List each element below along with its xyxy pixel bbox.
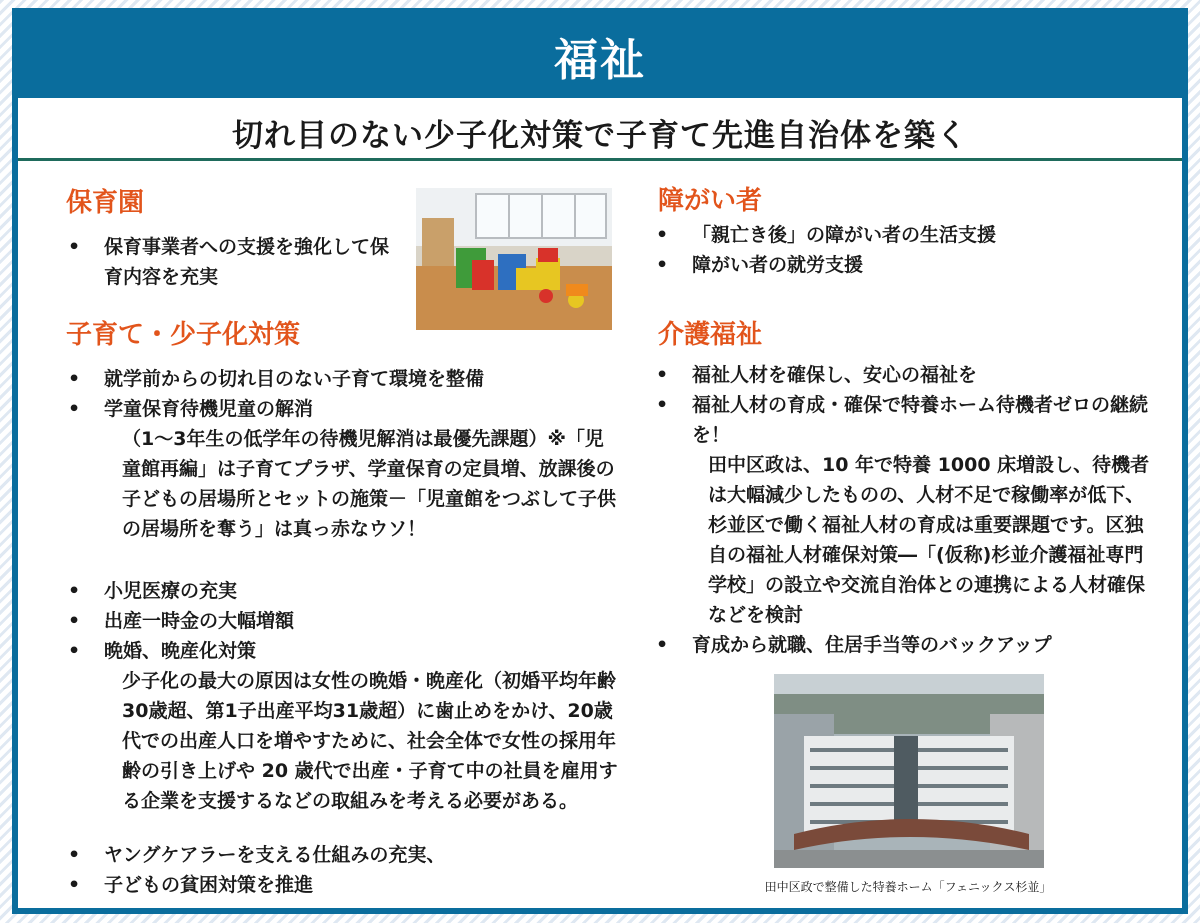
list-item: • 障がい者の就労支援 (654, 250, 1154, 280)
welfare-panel (12, 8, 1188, 914)
childcare-note-late-marriage: 少子化の最大の原因は女性の晩婚・晩産化（初婚平均年齢30歳超、第1子出産平均31歳超）に歯止めをかけ、20歳代での出産人口を増やすために、社会全体で女性の採用年齢の引き上げや 20 歳代で出産・子育て中の社員を雇用する企業を支援するなどの取組みを考える必要がある。 (122, 670, 618, 812)
care-list-2 (654, 630, 1164, 660)
nursery-list (66, 232, 406, 292)
subtitle: 切れ目のない少子化対策で子育て先進自治体を築く (232, 118, 968, 154)
heading-nursery: 保育園 (66, 188, 145, 218)
list-item: • 育成から就職、住居手当等のバックアップ (654, 630, 1164, 660)
childcare-note-afterschool: （1～3年生の低学年の待機児解消は最優先課題）※「児童館再編」は子育てプラザ、学童保育の定員増、放課後の子どもの居場所とセットの施策－「児童館をつぶして子供の居場所を奪う」は真っ赤なウソ！ (122, 428, 617, 540)
list-item: • 晩婚、晩産化対策 (66, 636, 646, 666)
list-item: • 保育事業者への支援を強化して保育内容を充実 (66, 232, 406, 292)
heading-childcare: 子育て・少子化対策 (66, 320, 301, 350)
list-item: • 子どもの貧困対策を推進 (66, 870, 646, 900)
list-item: • 福祉人材の育成・確保で特養ホーム待機者ゼロの継続を！ (654, 390, 1164, 450)
care-list (654, 360, 1164, 450)
photo-caption: 田中区政で整備した特養ホーム「フェニックス杉並」 (764, 880, 1052, 894)
heading-disability: 障がい者 (658, 186, 763, 216)
nursing-home-photo (774, 674, 1044, 868)
page-title: 福祉 (554, 35, 646, 86)
childcare-list (66, 364, 646, 424)
care-note: 田中区政は、10 年で特養 1000 床増設し、待機者は大幅減少したものの、人材不足で稼働率が低下、杉並区で働く福祉人材の育成は重要課題です。区独自の福祉人材確保対策―「(仮称)杉並介護福祉専門学校」の設立や交流自治体との連携による人材確保などを検討 (708, 454, 1150, 626)
list-item: • 学童保育待機児童の解消 (66, 394, 646, 424)
list-item: • 「親亡き後」の障がい者の生活支援 (654, 220, 1154, 250)
list-item: • 出産一時金の大幅増額 (66, 606, 646, 636)
childcare-list-3 (66, 840, 646, 900)
list-item: • ヤングケアラーを支える仕組みの充実、 (66, 840, 646, 870)
divider (18, 158, 1182, 161)
list-item: • 福祉人材を確保し、安心の福祉を (654, 360, 1164, 390)
childcare-list-2 (66, 576, 646, 666)
disability-list (654, 220, 1154, 280)
nursery-photo (416, 188, 612, 330)
heading-care: 介護福祉 (658, 320, 763, 350)
title-banner (18, 14, 1182, 98)
list-item: • 小児医療の充実 (66, 576, 646, 606)
list-item: • 就学前からの切れ目のない子育て環境を整備 (66, 364, 646, 394)
